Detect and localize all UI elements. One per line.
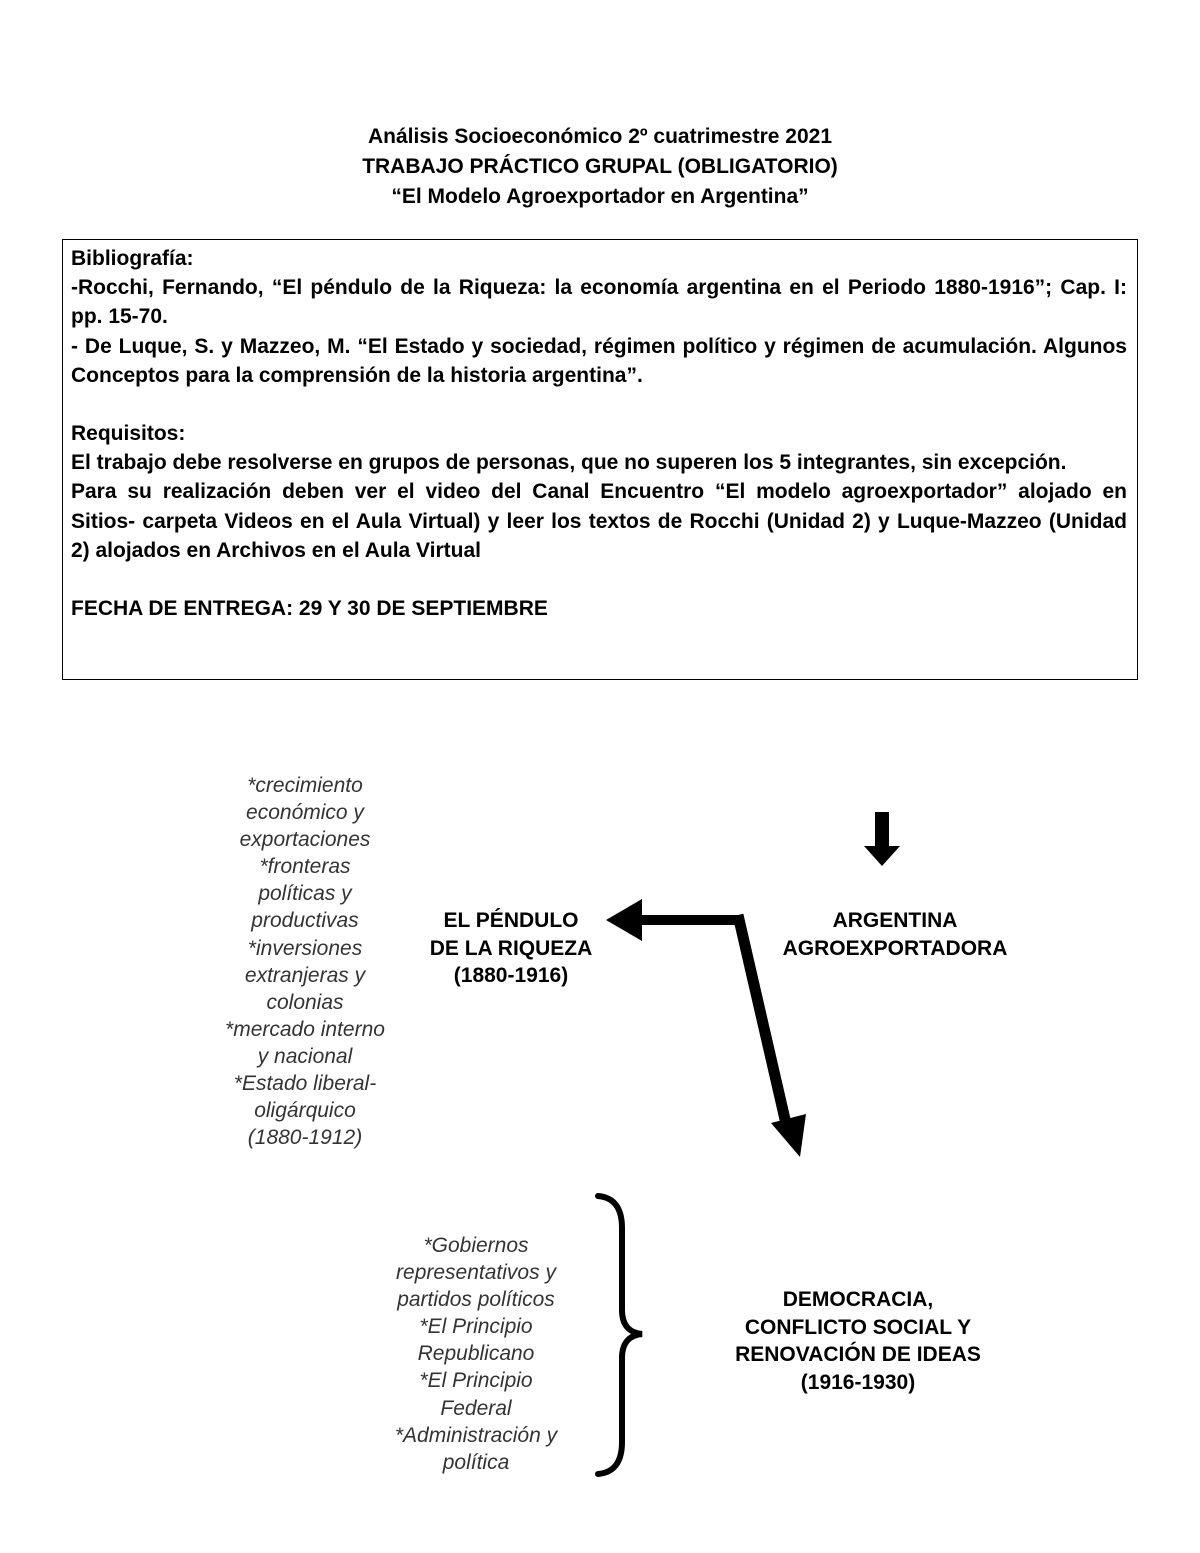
requirement-materials: Para su realización deben ver el video del Canal Encuentro “El modelo agroexportador” alojado en Sitios- carpeta Videos en el Aula Virtual) y leer los textos de Rocchi (Unidad 2) y Luque-Mazzeo (Unidad 2) alojados en Archivos en el Aula Virtual — [71, 480, 1127, 562]
requisitos-label: Requisitos: — [71, 422, 186, 446]
argentina-title: ARGENTINA AGROEXPORTADORA — [782, 909, 1008, 960]
delivery-date: FECHA DE ENTREGA: 29 Y 30 DE SEPTIEMBRE — [71, 597, 548, 621]
assignment-topic: “El Modelo Agroexportador en Argentina” — [391, 185, 809, 208]
bibliografia-label: Bibliografía: — [71, 247, 194, 270]
reference-rocchi: -Rocchi, Fernando, “El péndulo de la Riqueza: la economía argentina en el Periodo 1880-1916”; Cap. I: pp. 15-70. — [71, 276, 1127, 329]
pendulo-notes: *crecimiento económico y exportaciones *fronteras políticas y productivas *inversiones extranjeras y colonias *mercado interno y nacional *Estado liberal- oligárquico (1880-1912) — [225, 774, 385, 1150]
course-title: Análisis Socioeconómico 2º cuatrimestre 2021 — [367, 125, 833, 148]
requirement-groups: El trabajo debe resolverse en grupos de personas, que no superen los 5 integrantes, sin excepción. — [71, 451, 1067, 475]
reference-de-luque: - De Luque, S. y Mazzeo, M. “El Estado y sociedad, régimen político y régimen de acumulación. Algunos Conceptos para la comprensión de la historia argentina”. — [71, 334, 1127, 387]
democracia-notes: *Gobiernos representativos y partidos políticos *El Principio Republicano *El Principio Federal *Administración y política — [394, 1234, 558, 1474]
assignment-title: TRABAJO PRÁCTICO GRUPAL (OBLIGATORIO) — [362, 155, 838, 178]
left-arrow-icon — [606, 899, 738, 941]
pendulo-title: EL PÉNDULO DE LA RIQUEZA (1880-1916) — [429, 909, 593, 987]
down-arrow-icon — [864, 812, 900, 866]
curly-brace-icon — [598, 1196, 642, 1474]
democracia-title: DEMOCRACIA, CONFLICTO SOCIAL Y RENOVACIÓN DE IDEAS (1916-1930) — [735, 1288, 981, 1394]
